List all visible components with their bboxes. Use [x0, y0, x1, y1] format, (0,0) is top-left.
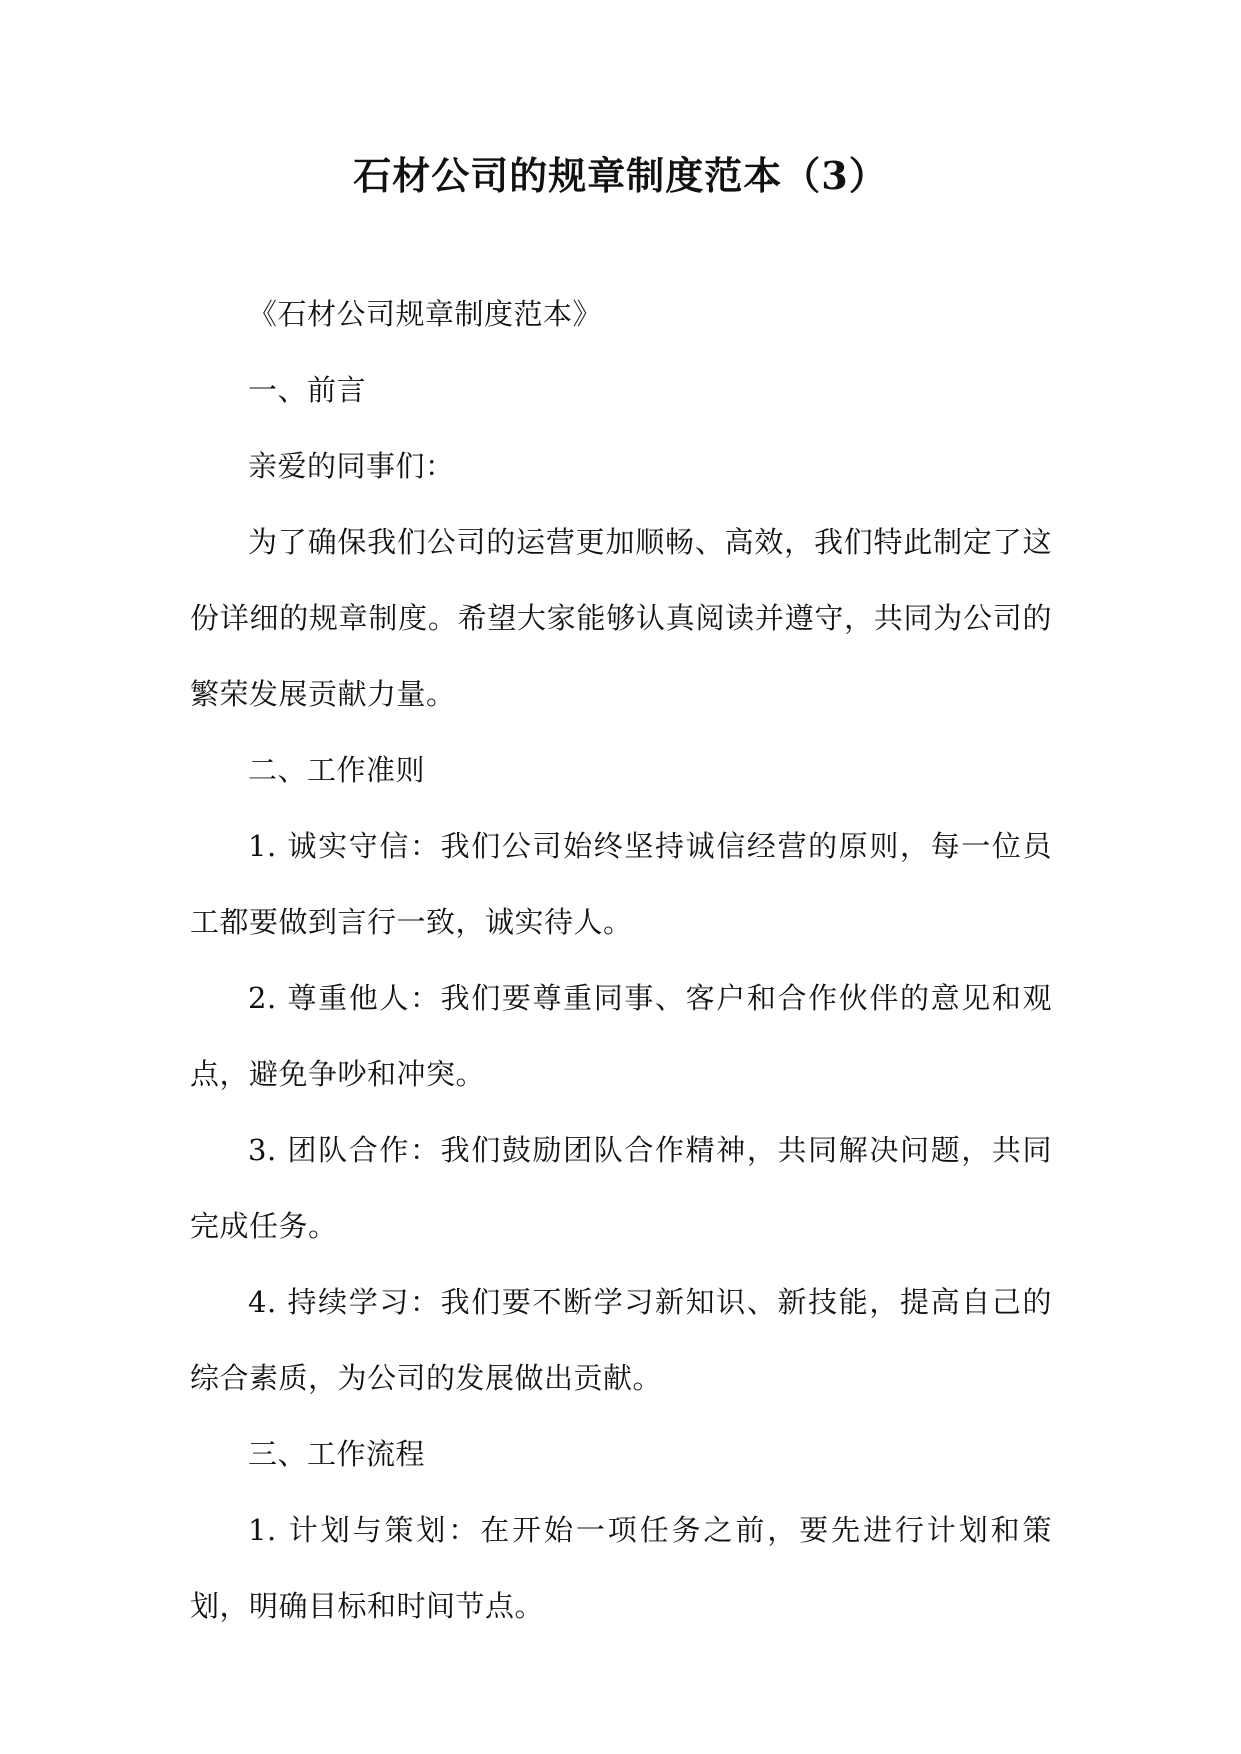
paragraph-greeting: 亲爱的同事们： [248, 449, 455, 483]
paragraph-subtitle: 《石材公司规章制度范本》 [248, 297, 603, 331]
list-item-respect: 2. 尊重他人：我们要尊重同事、客户和合作伙伴的意见和观点，避免争吵和冲突。 [190, 981, 1052, 1091]
document-title: 石材公司的规章制度范本（3） [353, 153, 888, 198]
list-item-planning: 1. 计划与策划：在开始一项任务之前，要先进行计划和策划，明确目标和时间节点。 [190, 1513, 1052, 1623]
list-item-learning: 4. 持续学习：我们要不断学习新知识、新技能，提高自己的综合素质，为公司的发展做出贡献。 [190, 1285, 1052, 1395]
list-item-teamwork: 3. 团队合作：我们鼓励团队合作精神，共同解决问题，共同完成任务。 [190, 1133, 1052, 1243]
heading-work-process: 三、工作流程 [248, 1437, 426, 1471]
paragraph-intro: 为了确保我们公司的运营更加顺畅、高效，我们特此制定了这份详细的规章制度。希望大家能够认真阅读并遵守，共同为公司的繁荣发展贡献力量。 [190, 525, 1052, 711]
heading-preface: 一、前言 [248, 373, 367, 407]
heading-work-principles: 二、工作准则 [248, 753, 426, 787]
list-item-honesty: 1. 诚实守信：我们公司始终坚持诚信经营的原则，每一位员工都要做到言行一致，诚实待人。 [190, 829, 1052, 939]
document-body [190, 276, 1052, 1644]
